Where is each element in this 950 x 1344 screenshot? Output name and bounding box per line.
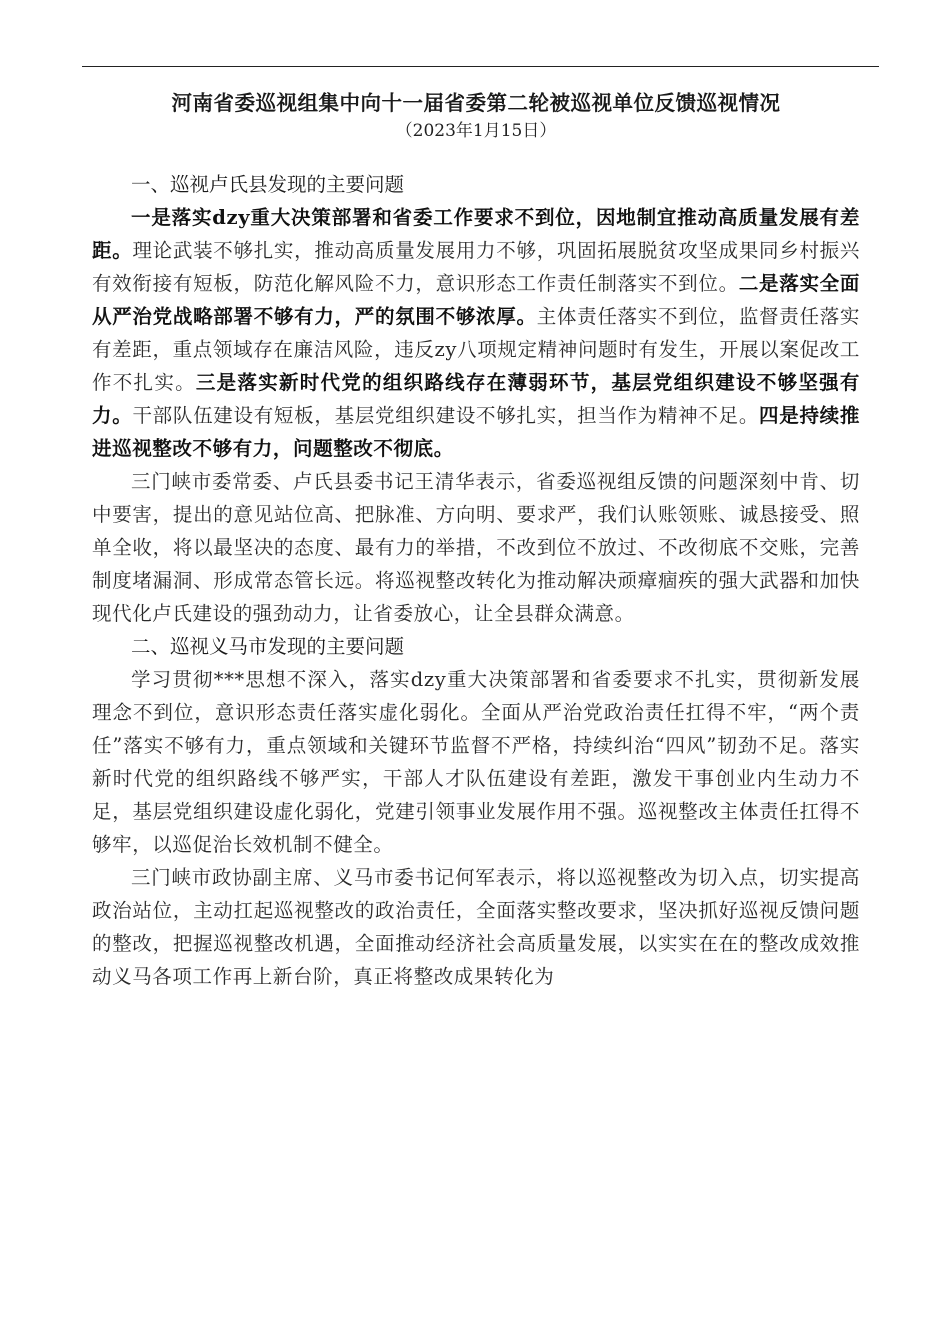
section-2-heading: 二、巡视义马市发现的主要问题 (131, 635, 405, 658)
section-2-paragraph-2: 三门峡市政协副主席、义马市委书记何军表示，将以巡视整改为切入点，切实提高政治站位，主动扛起巡视整改的政治责任，全面落实整改要求，坚决抓好巡视反馈问题的整改，把握巡视整改机遇，全面推动经济社会高质量发展，以实实在在的整改成效推动义马各项工作再上新台阶，真正将整改成果转化为 (92, 866, 860, 988)
document-title: 河南省委巡视组集中向十一届省委第二轮被巡视单位反馈巡视情况 (171, 91, 781, 115)
point-2-text: 主体责任落实不到位，监督责任落实有差距，重点领域存在廉洁风险，违反zy八项规定精神问题时有发生，开展以案促改工作不扎实。 (92, 305, 861, 394)
point-1-bold: 一是落实dzy重大决策部署和省委工作要求不到位，因地制宜推动高质量发展有差距。 (92, 206, 860, 262)
section-1-paragraph-2: 三门峡市委常委、卢氏县委书记王清华表示，省委巡视组反馈的问题深刻中肯、切中要害，提出的意见站位高、把脉准、方向明、要求严，我们认账领账、诚恳接受、照单全收，将以最坚决的态度、最有力的举措，不改到位不放过、不改彻底不交账，完善制度堵漏洞、形成常态管长远。将巡视整改转化为推动解决顽瘴痼疾的强大武器和加快现代化卢氏建设的强劲动力，让省委放心，让全县群众满意。 (92, 470, 860, 625)
point-3-bold: 三是落实新时代党的组织路线存在薄弱环节，基层党组织建设不够坚强有力。 (92, 371, 860, 427)
document-page (92, 84, 860, 993)
section-1-paragraph-1 (92, 201, 860, 465)
point-4-bold: 四是持续推进巡视整改不够有力，问题整改不彻底。 (92, 404, 860, 460)
document-date: （2023年1月15日） (395, 121, 557, 141)
section-2-paragraph-1: 学习贯彻***思想不深入，落实dzy重大决策部署和省委要求不扎实，贯彻新发展理念不到位，意识形态责任落实虚化弱化。全面从严治党政治责任扛得不牢，“两个责任”落实不够有力，重点领域和关键环节监督不严格，持续纠治“四风”韧劲不足。落实新时代党的组织路线不够严实，干部人才队伍建设有差距，激发干事创业内生动力不足，基层党组织建设虚化弱化，党建引领事业发展作用不强。巡视整改主体责任扛得不够牢，以巡促治长效机制不健全。 (92, 668, 860, 856)
point-1-text: 理论武装不够扎实，推动高质量发展用力不够，巩固拓展脱贫攻坚成果同乡村振兴有效衔接有短板，防范化解风险不力，意识形态工作责任制落实不到位。 (92, 239, 860, 295)
header-rule (82, 66, 879, 67)
point-3-text: 干部队伍建设有短板，基层党组织建设不够扎实，担当作为精神不足。 (132, 404, 760, 427)
section-1-heading: 一、巡视卢氏县发现的主要问题 (131, 173, 405, 196)
point-2-bold: 二是落实全面从严治党战略部署不够有力，严的氛围不够浓厚。 (92, 272, 860, 328)
